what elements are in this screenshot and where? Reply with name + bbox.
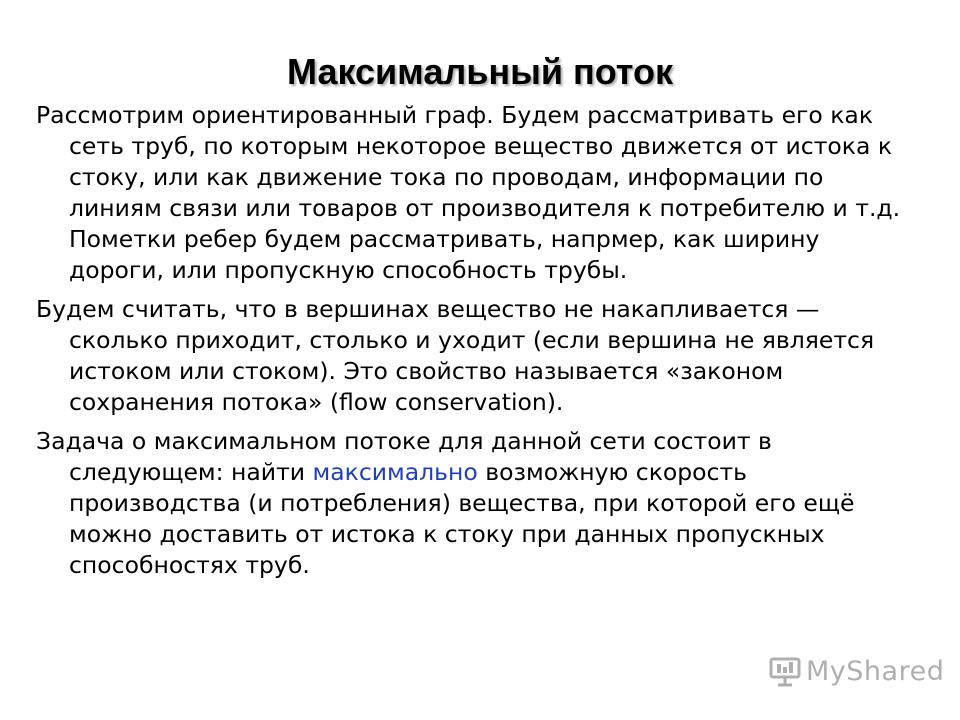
presentation-board-icon — [768, 654, 802, 688]
paragraph-2 — [36, 294, 916, 418]
slide-body — [36, 100, 916, 589]
slide-title: Максимальный поток — [287, 51, 673, 92]
paragraph-1-text: Рассмотрим ориентированный граф. Будем рассматривать его как сеть труб, по которым некоторое вещество движется от истока к стоку, или как движение тока по проводам, информации по линиям связи или товаров от производителя к потребителю и т.д. Пометки ребер будем рассматривать, напрмер, как ширину дороги, или пропускную способность трубы. — [36, 101, 901, 284]
highlighted-word: максимально — [312, 458, 478, 486]
watermark — [768, 654, 944, 688]
paragraph-3-text-start: Задача о максимальном потоке для данной сети состоит в следующем: найти — [36, 427, 772, 486]
paragraph-1 — [36, 100, 916, 286]
watermark-text: MyShared — [806, 655, 945, 687]
paragraph-3 — [36, 426, 916, 581]
paragraph-2-text: Будем считать, что в вершинах вещество не накапливается — сколько приходит, столько и уходит (если вершина не является истоком или стоком). Это свойство называется «законом сохранения потока» (flow conservation). — [36, 295, 875, 416]
paragraph-3-text-end: возможную скорость производства (и потребления) вещества, при которой его ещё можно доставить от истока к стоку при данных пропускных способностях труб. — [69, 458, 855, 579]
